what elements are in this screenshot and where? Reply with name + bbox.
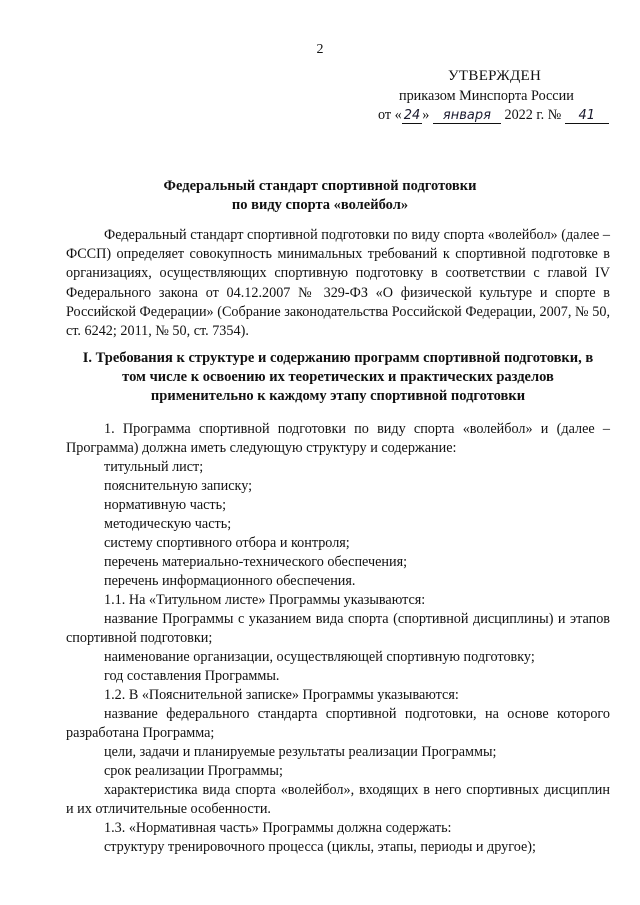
paragraph-1-2-c: срок реализации Программы; [104, 763, 283, 779]
paragraph-1: 1. Программа спортивной подготовки по виду спорта «волейбол» и (далее – Программа) должна иметь следующую структуру и содержание: [66, 421, 610, 457]
approval-stamp-title: УТВЕРЖДЕН [448, 68, 542, 84]
section-1-line-2: том числе к освоению их теоретических и практических разделов [122, 369, 554, 385]
intro-paragraph: Федеральный стандарт спортивной подготовки по виду спорта «волейбол» (далее – ФССП) определяет совокупность минимальных требований к спортивной подготовке в организациях, осуществляющих спортивную подготовку в соответствии с главой IV Федерального закона от 04.12.2007 № 329-ФЗ «О физической культуре и спорте в Российской Федерации» (Собрание законодательства Российской Федерации, 2007, № 50, ст. 6242; 2011, № 50, ст. 7354). [66, 227, 610, 340]
paragraph-1-1-a: название Программы с указанием вида спорта (спортивной дисциплины) и этапов спортивной подготовки; [66, 611, 610, 647]
page-number: 2 [316, 42, 324, 57]
structure-item: титульный лист; [104, 459, 204, 475]
section-1-line-3: применительно к каждому этапу спортивной подготовки [150, 388, 526, 404]
title-line-1: Федеральный стандарт спортивной подготовки [163, 178, 477, 194]
approval-date-line [378, 107, 609, 124]
paragraph-1-2-a: название федерального стандарта спортивной подготовки, на основе которого разработана Программа; [66, 706, 610, 742]
paragraph-1-1: 1.1. На «Титульном листе» Программы указываются: [104, 592, 426, 608]
structure-item: пояснительную записку; [104, 478, 253, 494]
section-1-heading [66, 349, 610, 406]
paragraph-1-2: 1.2. В «Пояснительной записке» Программы указываются: [104, 687, 459, 703]
date-prefix: от « [378, 107, 402, 123]
handwritten-day: 24 [403, 108, 421, 123]
paragraph-1-2-d: характеристика вида спорта «волейбол», входящих в него спортивных дисциплин и их отличительные особенности. [66, 782, 610, 818]
paragraph-1-3-a: структуру тренировочного процесса (циклы, этапы, периоды и другое); [104, 839, 536, 855]
handwritten-month: января [433, 108, 501, 124]
section-1-line-1: I. Требования к структуре и содержанию программ спортивной подготовки, в [82, 350, 594, 366]
paragraph-1-2-b: цели, задачи и планируемые результаты реализации Программы; [104, 744, 497, 760]
document-title [0, 177, 640, 215]
structure-item: нормативную часть; [104, 497, 227, 513]
title-line-2: по виду спорта «волейбол» [231, 197, 409, 213]
structure-item: перечень материально-технического обеспечения; [104, 554, 408, 570]
date-mid: » [422, 107, 430, 123]
paragraph-1-1-b: наименование организации, осуществляющей спортивную подготовку; [104, 649, 535, 665]
paragraph-1-3: 1.3. «Нормативная часть» Программы должна содержать: [104, 820, 452, 836]
structure-item: методическую часть; [104, 516, 232, 532]
structure-item: перечень информационного обеспечения. [104, 573, 356, 589]
paragraph-1-1-c: год составления Программы. [104, 668, 280, 684]
date-year: 2022 г. № [504, 107, 562, 123]
approval-order-line: приказом Минспорта России [399, 88, 574, 104]
handwritten-order-number: 41 [565, 108, 609, 124]
structure-item: систему спортивного отбора и контроля; [104, 535, 350, 551]
